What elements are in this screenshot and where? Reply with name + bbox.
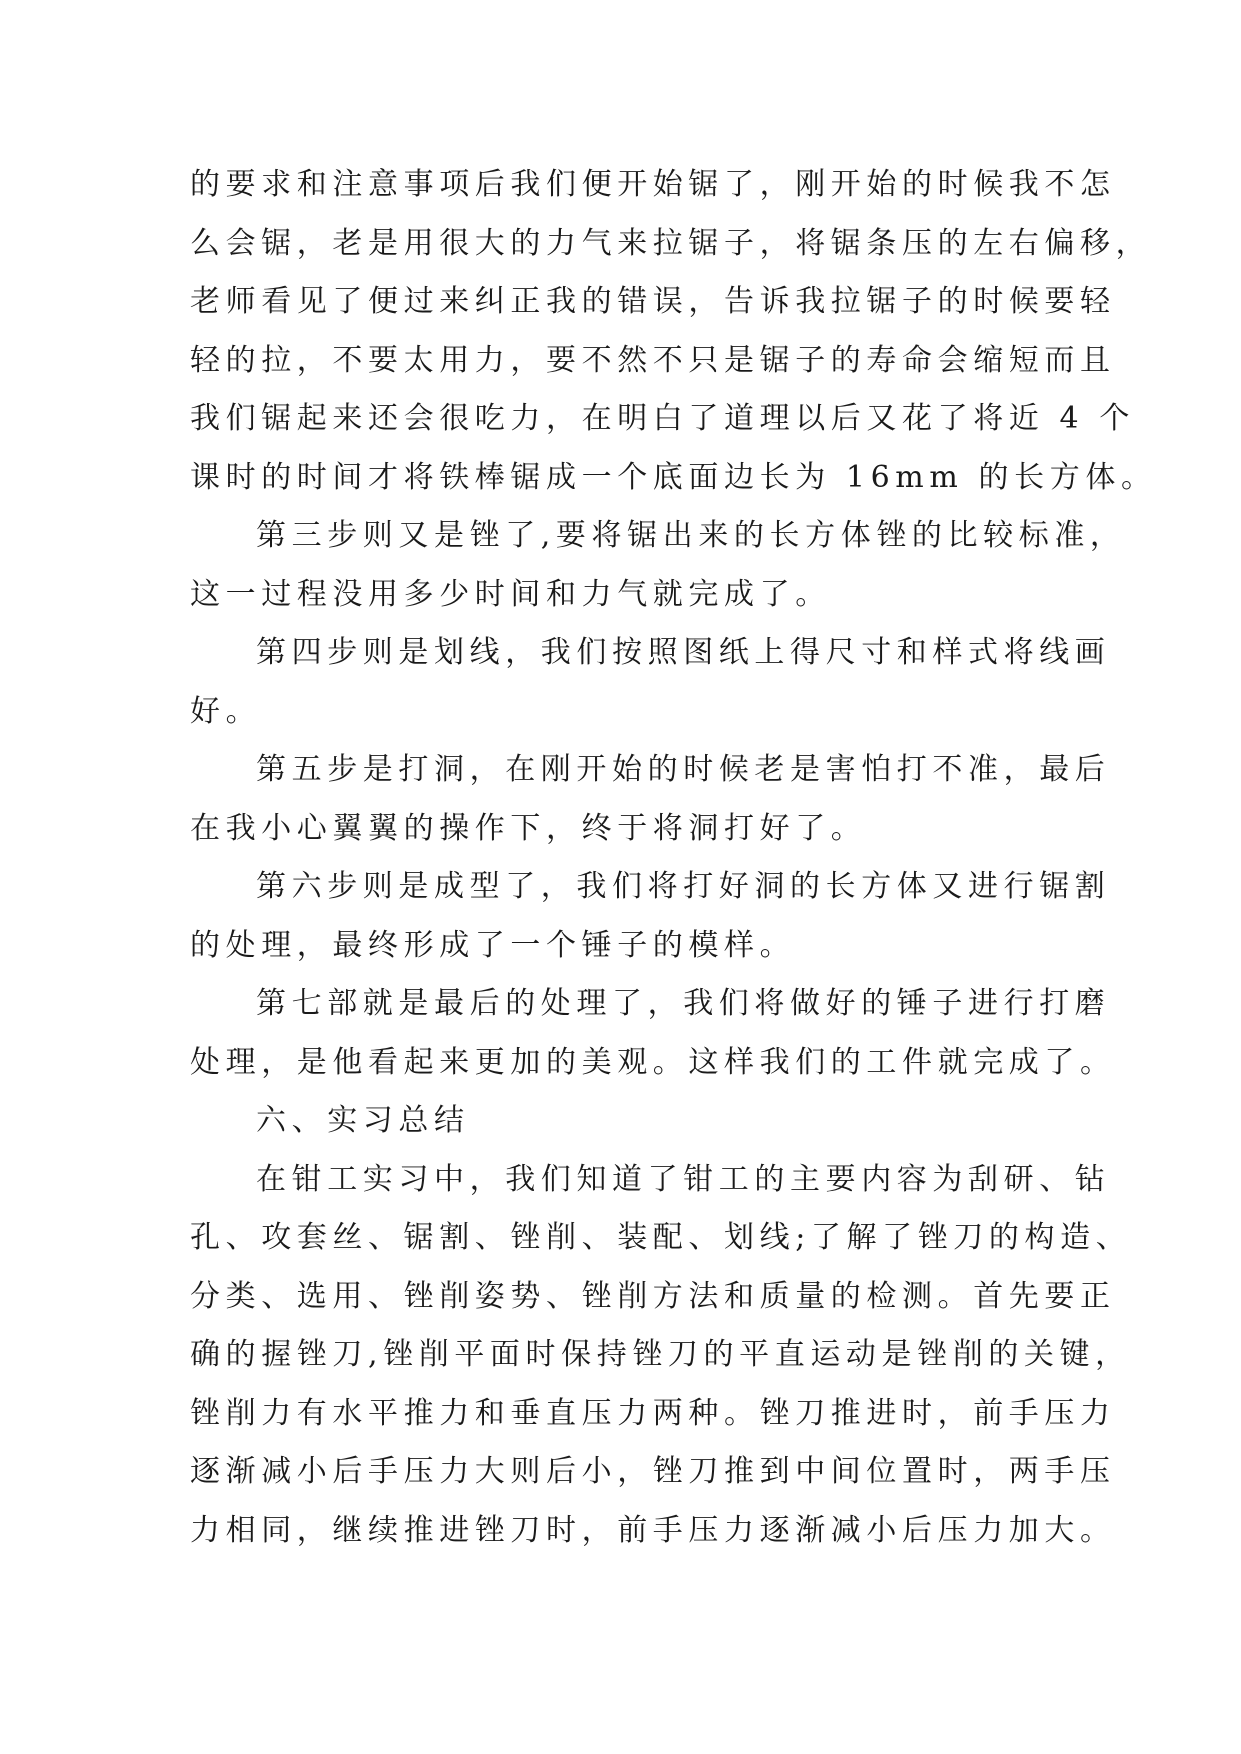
text-line: 逐渐减小后手压力大则后小，锉刀推到中间位置时，两手压	[190, 1454, 1116, 1489]
text-line: 好。	[190, 693, 262, 729]
text-line: 老师看见了便过来纠正我的错误，告诉我拉锯子的时候要轻	[190, 284, 1116, 319]
text-line: 的要求和注意事项后我们便开始锯了，刚开始的时候我不怎	[190, 167, 1116, 202]
text-line: 第五步是打洞，在刚开始的时候老是害怕打不准，最后	[256, 752, 1111, 787]
text-line: 第六步则是成型了，我们将打好洞的长方体又进行锯割	[256, 869, 1111, 904]
text-line: 我们锯起来还会很吃力，在明白了道理以后又花了将近 4 个	[190, 401, 1135, 436]
text-line: 在我小心翼翼的操作下，终于将洞打好了。	[190, 810, 867, 846]
text-line: 第三步则又是锉了,要将锯出来的长方体锉的比较标准，	[256, 518, 1126, 553]
text-line: 课时的时间才将铁棒锯成一个底面边长为 16mm 的长方体。	[190, 459, 1157, 495]
text-line: 轻的拉，不要太用力，要不然不只是锯子的寿命会缩短而且	[190, 342, 1116, 378]
text-line: 第四步则是划线，我们按照图纸上得尺寸和样式将线画	[256, 635, 1111, 670]
text-line: 这一过程没用多少时间和力气就完成了。	[190, 576, 831, 612]
text-line: 锉削力有水平推力和垂直压力两种。锉刀推进时，前手压力	[190, 1395, 1116, 1431]
text-line: 的处理，最终形成了一个锤子的模样。	[190, 927, 796, 963]
text-line: 力相同，继续推进锉刀时，前手压力逐渐减小后压力加大。	[190, 1512, 1116, 1548]
text-line: 分类、选用、锉削姿势、锉削方法和质量的检测。首先要正	[190, 1278, 1116, 1314]
text-line: 么会锯，老是用很大的力气来拉锯子，将锯条压的左右偏移，	[190, 225, 1152, 261]
body-text	[190, 156, 1157, 1560]
section-heading: 六、实习总结	[256, 1103, 470, 1138]
text-line: 孔、攻套丝、锯割、锉削、装配、划线;了解了锉刀的构造、	[190, 1220, 1132, 1255]
text-line: 确的握锉刀,锉削平面时保持锉刀的平直运动是锉削的关键，	[190, 1337, 1131, 1372]
text-line: 第七部就是最后的处理了，我们将做好的锤子进行打磨	[256, 986, 1111, 1021]
text-line: 处理，是他看起来更加的美观。这样我们的工件就完成了。	[190, 1044, 1116, 1080]
text-line: 在钳工实习中，我们知道了钳工的主要内容为刮研、钻	[256, 1161, 1111, 1197]
